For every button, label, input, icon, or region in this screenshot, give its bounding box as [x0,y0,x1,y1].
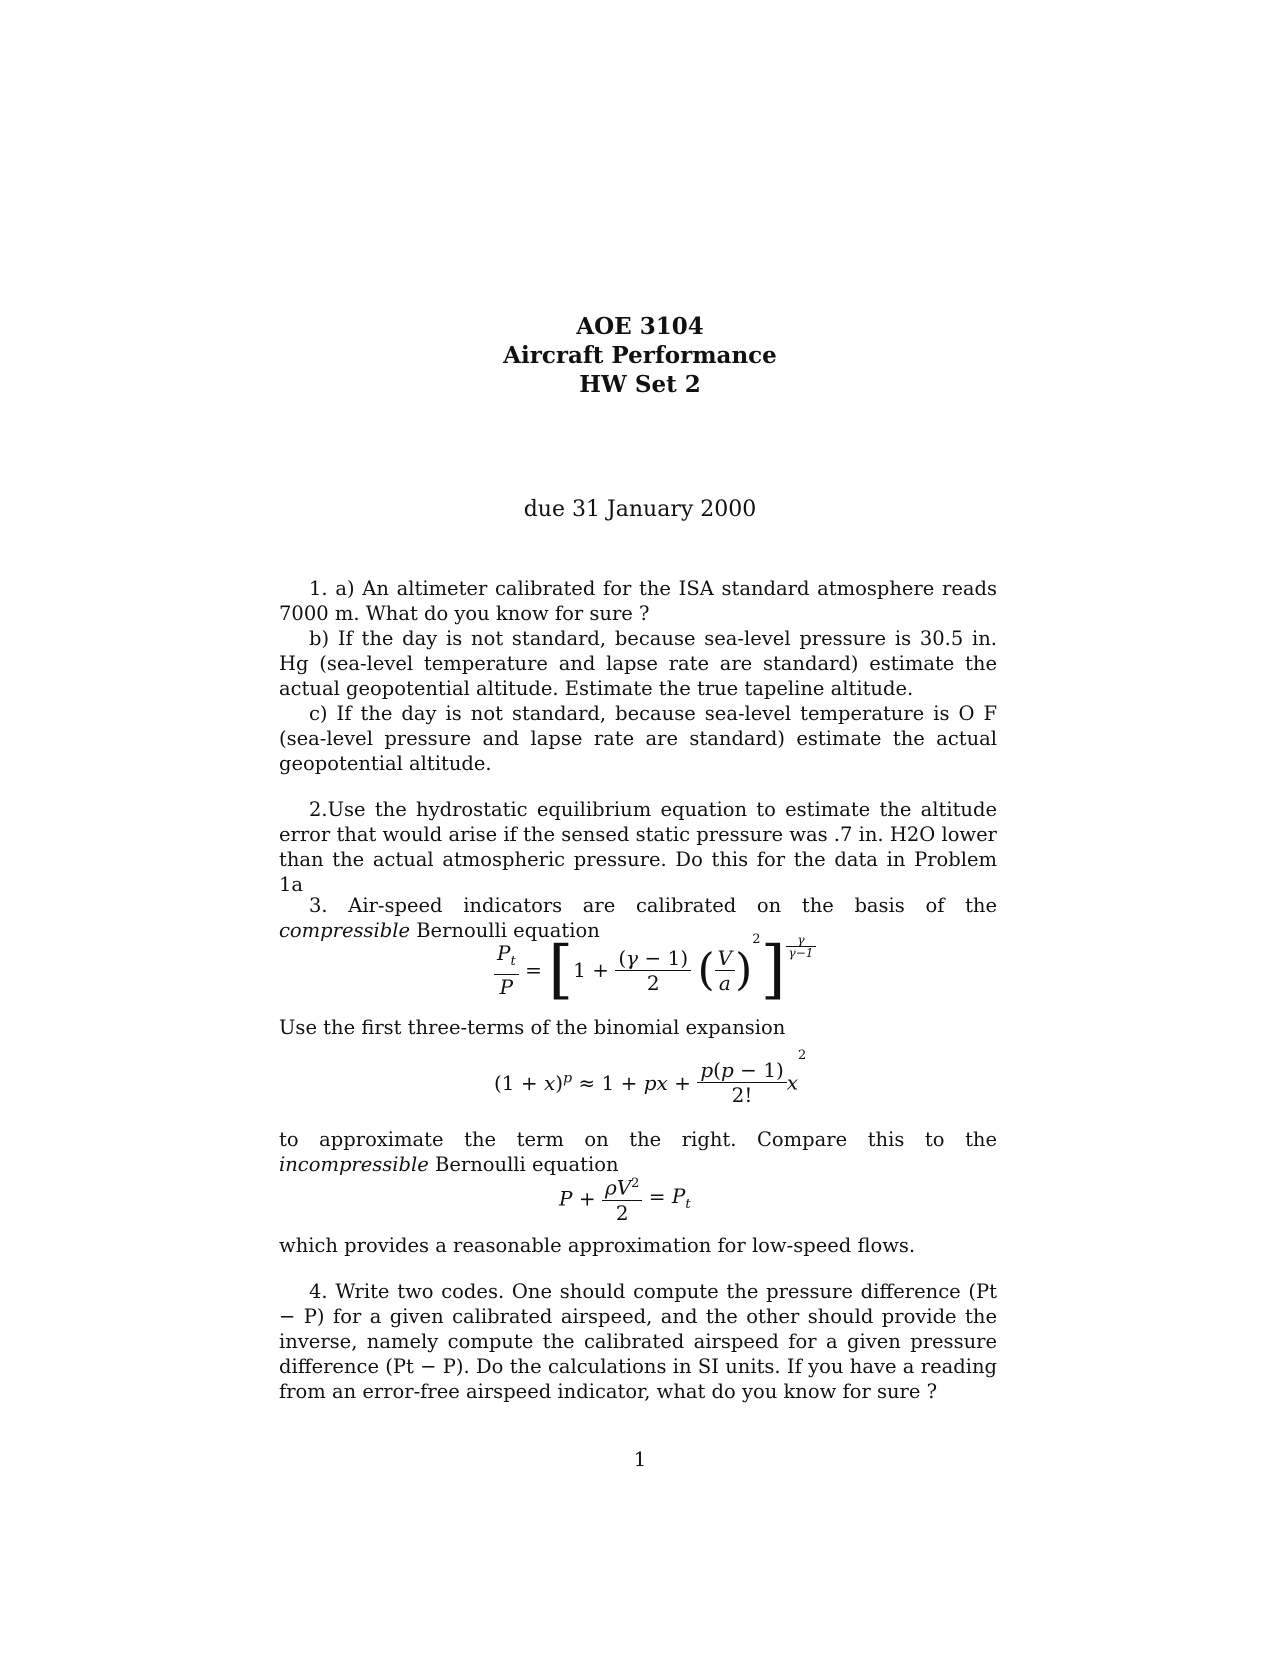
problem-3-incompressible: incompressible [279,1153,429,1176]
problem-4 [279,1279,997,1404]
problem-3-compressible: compressible [279,919,411,942]
problem-3-intro-tail: Bernoulli equation [416,919,600,942]
due-date: due 31 January 2000 [523,497,757,522]
problem-3-end [279,1233,997,1258]
problem-3-mid [279,1015,997,1040]
problem-4-text: 4. Write two codes. One should compute the pressure difference (Pt − P) for a given calibrated airspeed, and the other should provide the inverse, namely compute the calibrated airspeed for a given pressure difference (Pt − P). Do the calculations in SI units. If you have a reading from an error-free airspeed indicator, what do you know for sure ? [279,1280,997,1403]
problem-1c: c) If the day is not standard, because sea-level temperature is O F (sea-level pressure and lapse rate are standard) estimate the actual geopotential altitude. [279,702,997,775]
problem-3-after-text: to approximate the term on the right. Compare this to the [279,1128,997,1151]
problem-2-text: 2.Use the hydrostatic equilibrium equation to estimate the altitude error that would arise if the sensed static pressure was .7 in. H2O lower than the actual atmospheric pressure. Do this for the data in Problem 1a [279,798,997,896]
problem-3-after [279,1127,997,1177]
incompressible-bernoulli-equation: P + $\frac{\rho V^2}{2}$ = $P_t$ [559,1172,691,1225]
problem-3-after-tail: Bernoulli equation [435,1153,619,1176]
problem-3-mid-text: Use the first three-terms of the binomial expansion [279,1016,786,1039]
binomial-expansion-equation: $(1 + x)^p \approx 1$ + px + $\frac{p(p - 1)}{2!}$ $x^2$ [494,1048,807,1107]
problem-3-end-text: which provides a reasonable approximation for low-speed flows. [279,1234,916,1257]
problem-1b: b) If the day is not standard, because sea-level pressure is 30.5 in. Hg (sea-level temperature and lapse rate are standard) estimate the actual geopotential altitude. Estimate the true tapeline altitude. [279,627,997,700]
problem-1a: 1. a) An altimeter calibrated for the ISA standard atmosphere reads 7000 m. What do you know for sure ? [279,577,997,625]
problem-2 [279,797,997,897]
problem-3-intro [279,893,997,943]
course-title: Aircraft Performance [503,342,777,369]
page-number: 1 [633,1447,647,1471]
compressible-bernoulli-equation: $\frac{P_t}{P}$ = [1 + $\frac{(\gamma - 1)}{2}$ ( $\frac{V}{a}$ )$^2$] $\frac{\gamma}{\gamma-1}$ [494,938,816,1002]
problem-3-intro-text: 3. Air-speed indicators are calibrated on the basis of the [309,894,997,917]
problem-1 [279,576,997,776]
hw-set-title: HW Set 2 [579,371,701,398]
course-code: AOE 3104 [576,313,704,340]
